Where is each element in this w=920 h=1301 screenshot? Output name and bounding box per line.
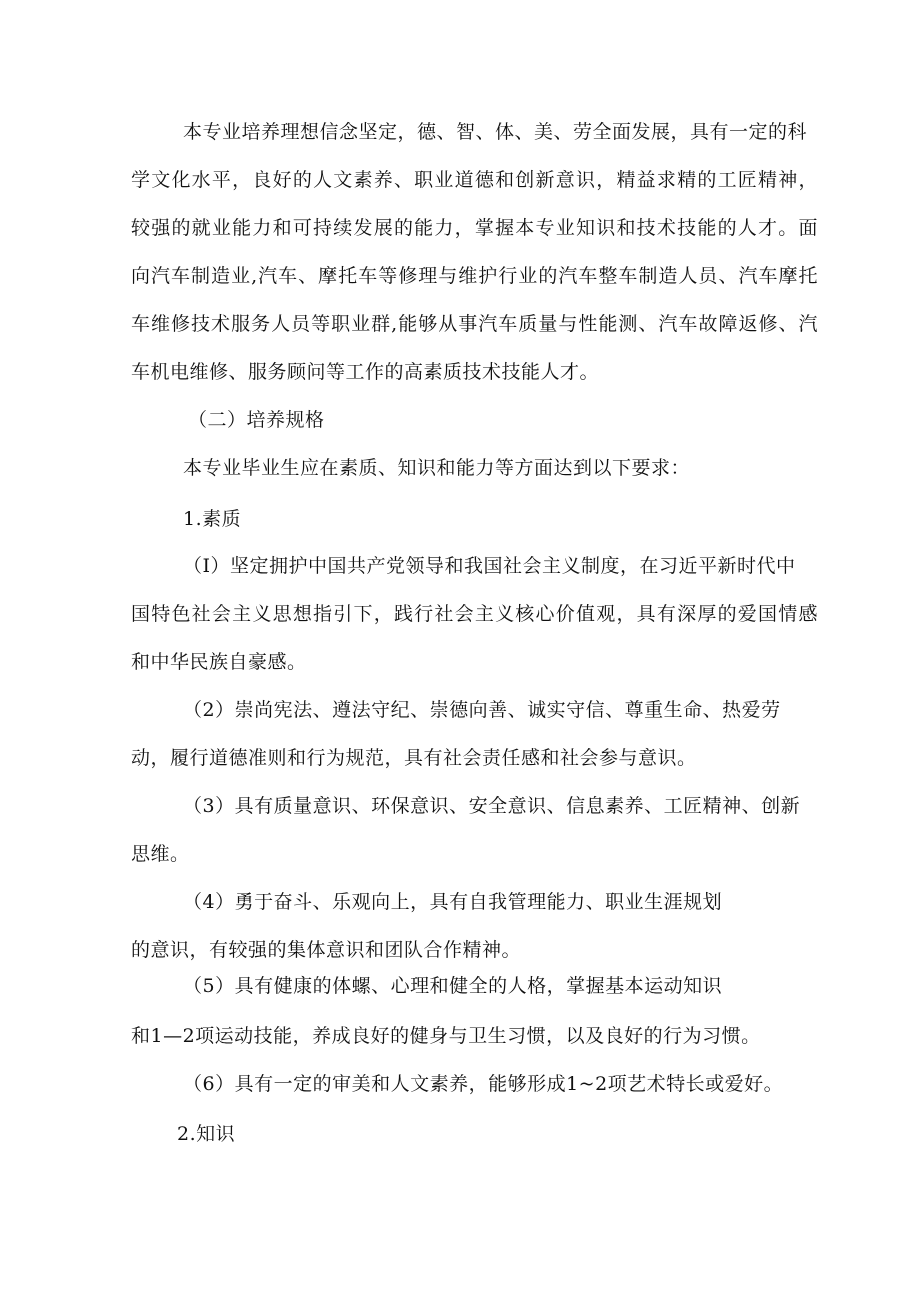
item1-line-3: 和中华民族自豪感。 — [131, 651, 307, 673]
item2-line-1: （2）崇尚宪法、遵法守纪、崇德向善、诚实守信、尊重生命、热爱劳 — [183, 699, 781, 721]
intro-line-5: 车维修技术服务人员等职业群,能够从事汽车质量与性能测、汽车故障返修、汽 — [131, 313, 818, 335]
item2-line-2: 动，履行道德准则和行为规范，具有社会责任感和社会参与意识。 — [131, 747, 697, 769]
intro-line-1: 本专业培养理想信念坚定，德、智、体、美、劳全面发展，具有一定的科 — [183, 121, 808, 143]
item3-line-1: （3）具有质量意识、环保意识、安全意识、信息素养、工匠精神、创新 — [183, 795, 801, 817]
item5-line-1: （5）具有健康的体螺、心理和健全的人格，掌握基本运动知识 — [183, 975, 723, 997]
item4-line-2: 的意识，有较强的集体意识和团队合作精神。 — [131, 939, 522, 961]
subsection-knowledge: 2.知识 — [177, 1123, 236, 1145]
intro-line-3: 较强的就业能力和可持续发展的能力，掌握本专业知识和技术技能的人才。面 — [131, 217, 818, 239]
item1-line-1: （I）坚定拥护中国共产党领导和我国社会主义制度，在习近平新时代中 — [183, 555, 796, 577]
item4-line-1: （4）勇于奋斗、乐观向上，具有自我管理能力、职业生涯规划 — [183, 891, 723, 913]
item3-line-2: 思维。 — [131, 843, 190, 865]
intro-line-2: 学文化水平，良好的人文素养、职业道德和创新意识，精益求精的工匠精神， — [131, 169, 818, 191]
intro-line-4: 向汽车制造业,汽车、摩托车等修理与维护行业的汽车整车制造人员、汽车摩托 — [131, 265, 818, 287]
item1-line-2: 国特色社会主义思想指引下，践行社会主义核心价值观，具有深厚的爱国情感 — [131, 603, 818, 625]
section-heading: （二）培养规格 — [188, 409, 325, 431]
requirements-intro: 本专业毕业生应在素质、知识和能力等方面达到以下要求： — [183, 457, 691, 479]
intro-line-6: 车机电维修、服务顾问等工作的高素质技术技能人才。 — [131, 361, 600, 383]
item6-line-1: （6）具有一定的审美和人文素养，能够形成1~2项艺术特长或爱好。 — [183, 1073, 784, 1095]
subsection-quality: 1.素质 — [183, 508, 242, 530]
item5-line-2: 和1—2项运动技能，养成良好的健身与卫生习惯，以及良好的行为习惯。 — [131, 1025, 761, 1047]
